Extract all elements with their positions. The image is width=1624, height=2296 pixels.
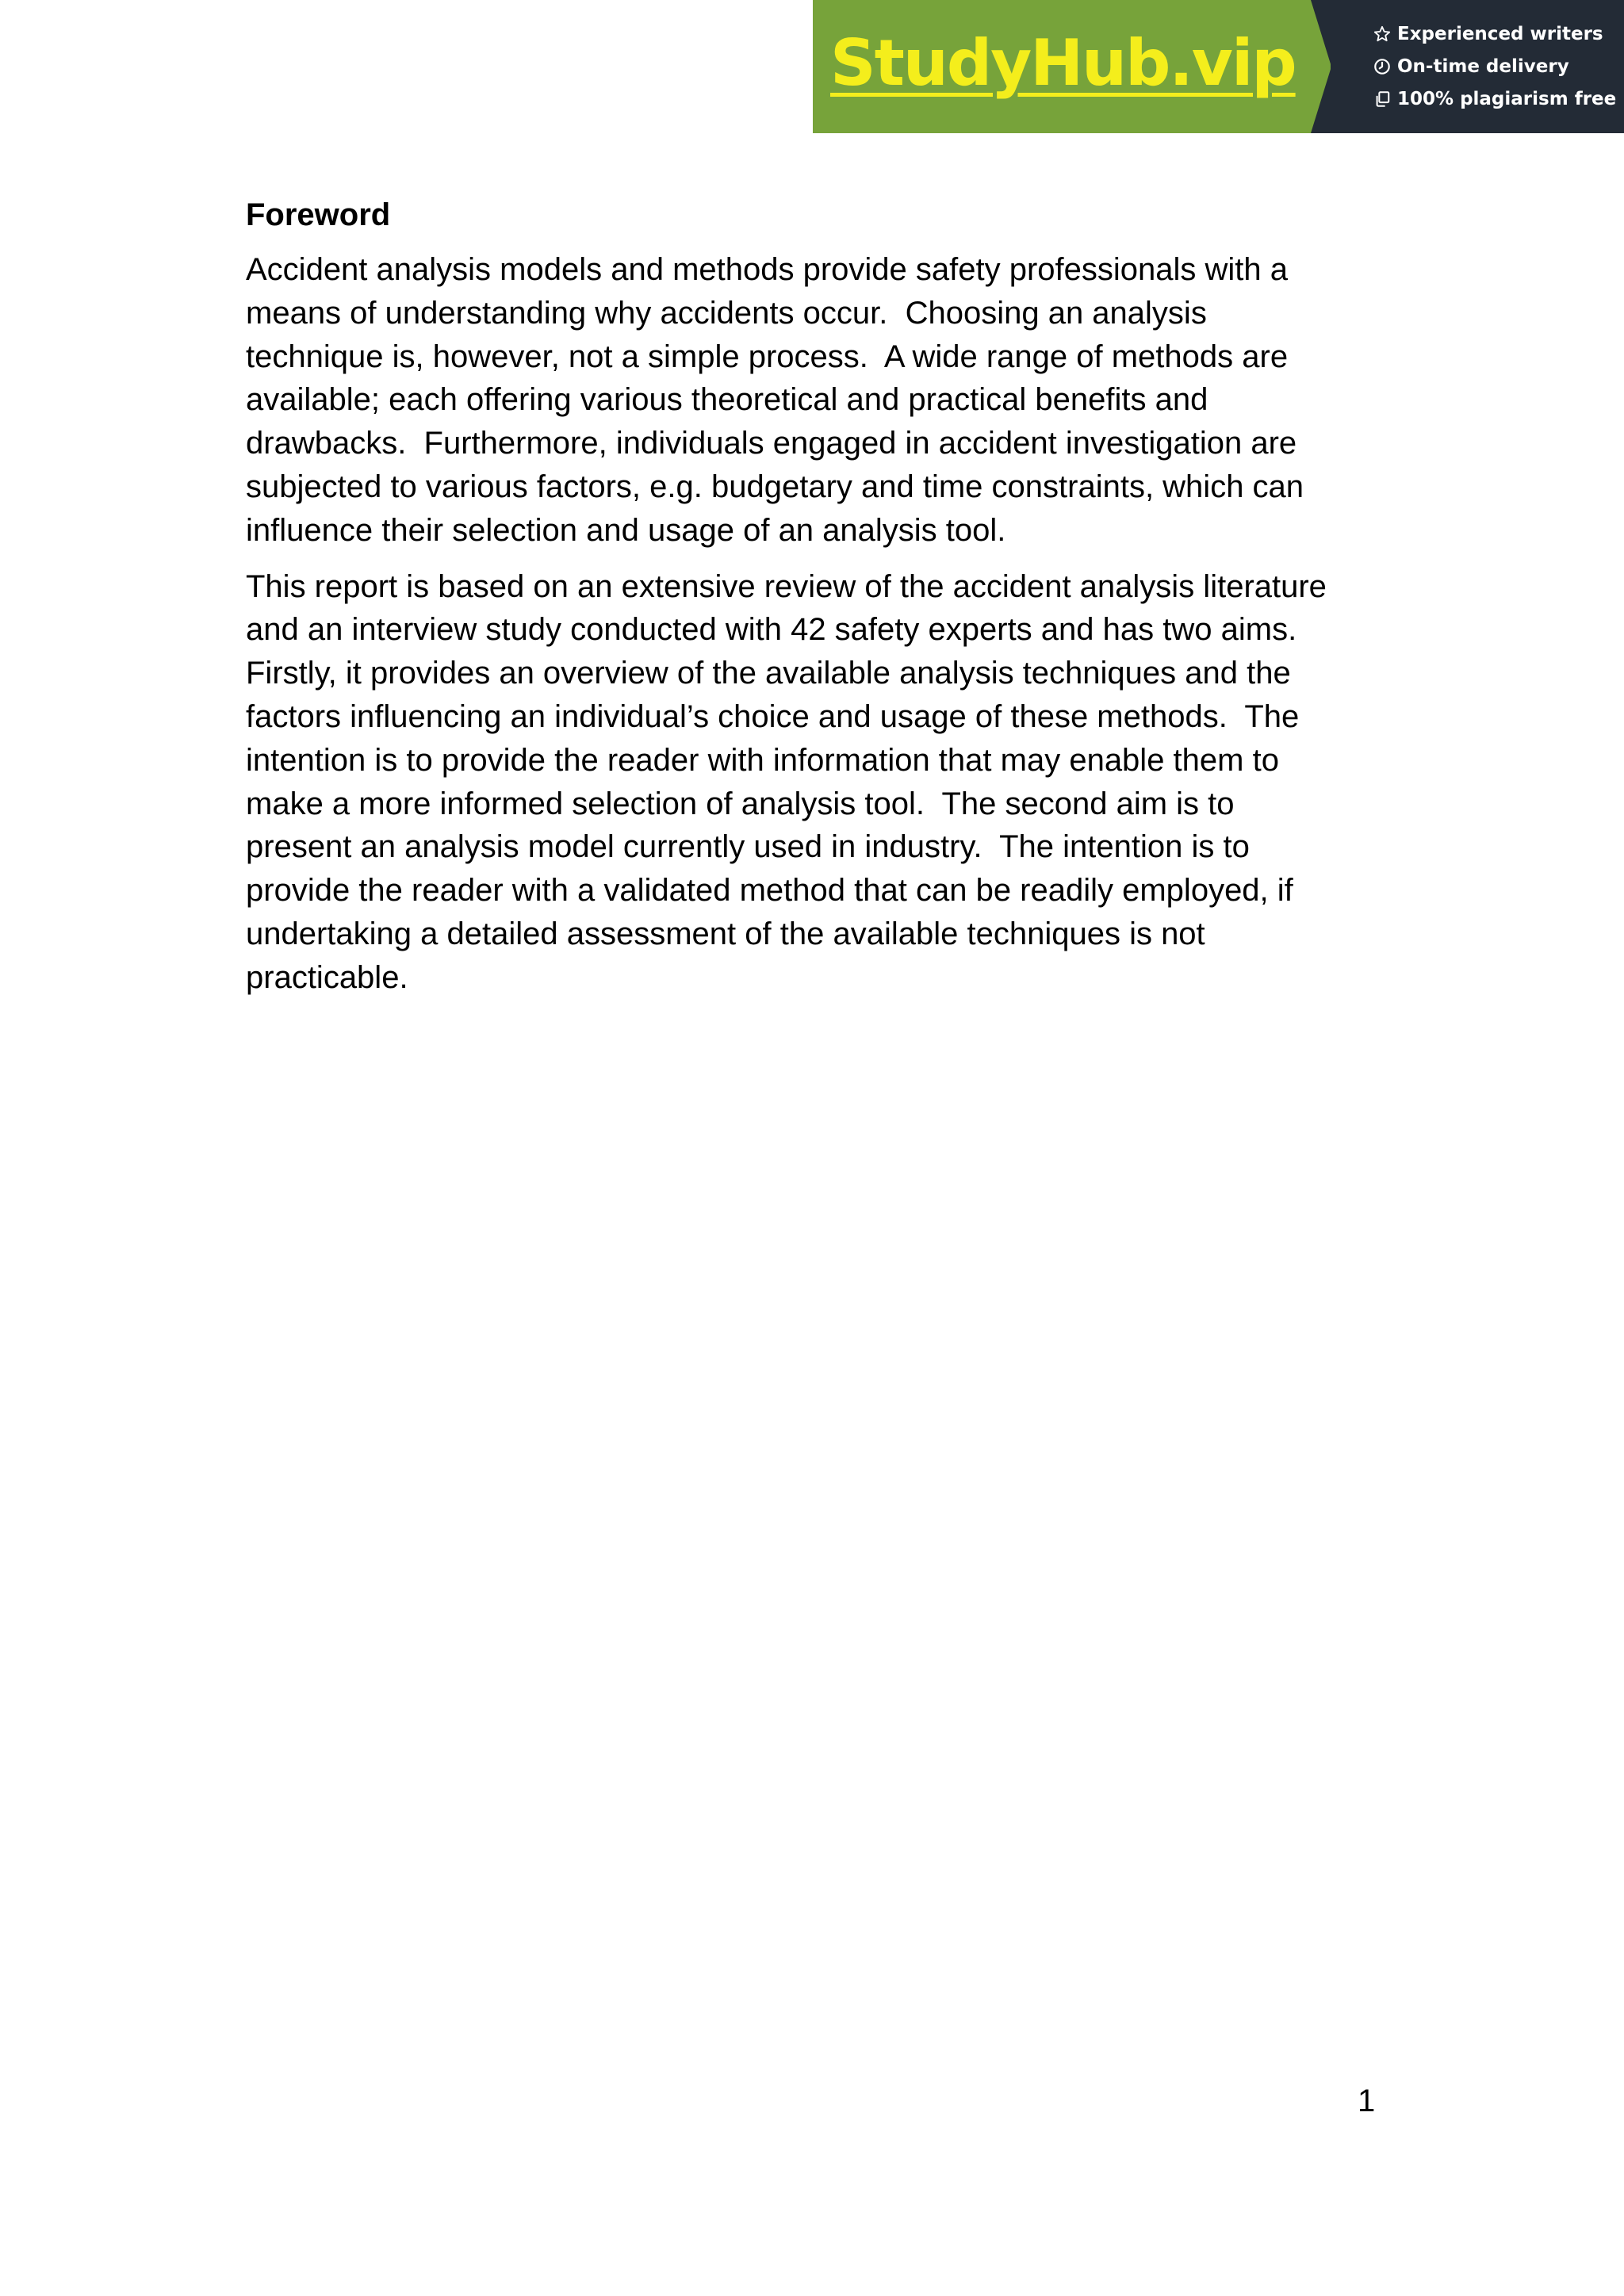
text-line: Firstly, it provides an overview of the available analysis techniques and the	[246, 656, 1291, 691]
text-line: provide the reader with a validated method that can be readily employed, if	[246, 873, 1293, 909]
feature-label: 100% plagiarism free	[1397, 88, 1617, 109]
text-line: means of understanding why accidents occur. Choosing an analysis	[246, 295, 1207, 331]
text-line: available; each offering various theoretical and practical benefits and	[246, 382, 1208, 418]
text-line: influence their selection and usage of an analysis tool.	[246, 512, 1006, 548]
feature-list	[1331, 0, 1624, 133]
feature-on-time-delivery	[1372, 50, 1624, 82]
clock-icon	[1372, 56, 1392, 77]
feature-experienced-writers	[1372, 17, 1624, 50]
copy-icon	[1372, 89, 1392, 109]
brand-name: StudyHub.vip	[830, 25, 1296, 100]
text-line: subjected to various factors, e.g. budgetary and time constraints, which can	[246, 469, 1304, 504]
text-line: intention is to provide the reader with information that may enable them to	[246, 742, 1279, 778]
feature-label: Experienced writers	[1397, 23, 1603, 44]
text-line: drawbacks. Furthermore, individuals engaged in accident investigation are	[246, 426, 1297, 461]
studyhub-banner[interactable]	[813, 0, 1624, 133]
chevron-divider	[1311, 0, 1331, 133]
paragraph-2	[246, 565, 1388, 1000]
feature-plagiarism-free	[1372, 82, 1624, 115]
text-line: technique is, however, not a simple process. A wide range of methods are	[246, 339, 1289, 374]
paragraph-1	[246, 248, 1388, 553]
text-line: present an analysis model currently used in industry. The intention is to	[246, 829, 1250, 865]
text-line: Accident analysis models and methods provide safety professionals with a	[246, 252, 1289, 287]
star-icon	[1372, 24, 1392, 44]
studyhub-logo-link[interactable]	[813, 0, 1331, 133]
text-line: undertaking a detailed assessment of the available techniques is not	[246, 916, 1205, 951]
foreword-heading: Foreword	[246, 197, 391, 232]
text-line: factors influencing an individual’s choice and usage of these methods. The	[246, 698, 1300, 734]
page-number: 1	[1358, 2084, 1376, 2118]
text-line: and an interview study conducted with 42 safety experts and has two aims.	[246, 612, 1297, 648]
document-page	[246, 193, 1388, 1012]
text-line: practicable.	[246, 959, 408, 995]
text-line: This report is based on an extensive review of the accident analysis literature	[246, 568, 1327, 604]
feature-label: On-time delivery	[1397, 55, 1569, 77]
text-line: make a more informed selection of analysis tool. The second aim is to	[246, 786, 1235, 821]
